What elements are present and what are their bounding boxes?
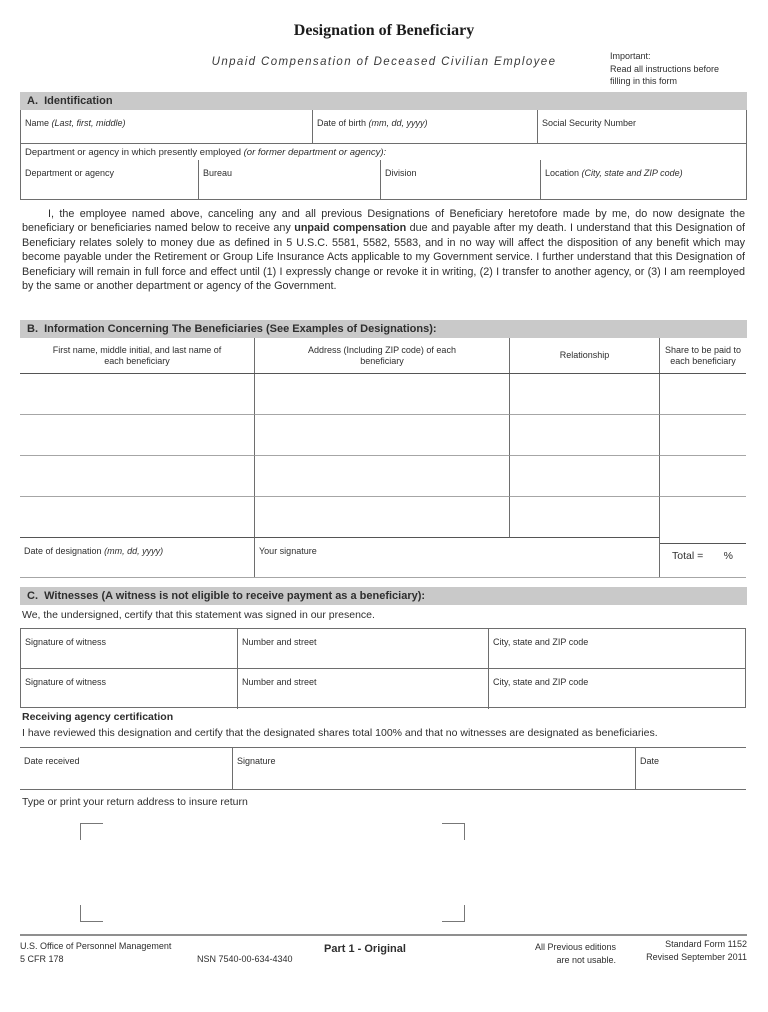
- ssn-field[interactable]: [538, 110, 746, 143]
- total-label: Total =: [672, 550, 704, 562]
- beneficiary-address-cell[interactable]: [255, 456, 510, 497]
- column-header-relationship: Relationship: [510, 338, 660, 373]
- corner-mark-top-right-icon: [442, 823, 465, 840]
- beneficiary-table: [20, 338, 746, 578]
- footer-rule: [20, 934, 747, 936]
- beneficiary-relationship-cell[interactable]: [510, 456, 660, 497]
- date-received-label: Date received: [24, 756, 80, 766]
- beneficiary-row: [20, 456, 746, 497]
- total-cell-top-border: [660, 543, 746, 544]
- your-signature-label: Your signature: [259, 546, 317, 556]
- date-of-designation-field[interactable]: [20, 538, 255, 577]
- beneficiary-share-cell[interactable]: [660, 374, 746, 415]
- date-of-birth-field[interactable]: [313, 110, 538, 143]
- footer-form-id: [620, 938, 747, 964]
- beneficiary-share-cell[interactable]: [660, 497, 746, 538]
- division-label: Division: [385, 168, 417, 178]
- receiving-date-label: Date: [640, 756, 660, 766]
- ssn-label: Social Security Number: [542, 118, 637, 128]
- witness-signature-field[interactable]: [21, 629, 238, 668]
- section-a-header: A. Identification: [20, 92, 747, 110]
- footer-nsn: NSN 7540-00-634-4340: [197, 954, 293, 964]
- department-label: Department or agency: [25, 168, 115, 178]
- date-received-field[interactable]: [20, 748, 233, 789]
- total-labels: [660, 550, 746, 562]
- section-c-header: C. Witnesses (A witness is not eligible to receive payment as a beneficiary):: [20, 587, 747, 605]
- footer-org: U.S. Office of Personnel Management: [20, 941, 172, 951]
- beneficiary-table-header: [20, 338, 746, 374]
- your-signature-field[interactable]: [255, 538, 660, 577]
- employment-label: Department or agency in which presently employed (or former department or agency):: [25, 147, 387, 158]
- location-label: Location (City, state and ZIP code): [545, 168, 683, 178]
- total-share-field[interactable]: [660, 538, 746, 577]
- employment-row: [21, 160, 746, 200]
- beneficiary-name-cell[interactable]: [20, 415, 255, 456]
- beneficiary-address-cell[interactable]: [255, 415, 510, 456]
- footer-editions-line2: are not usable.: [556, 955, 616, 965]
- return-address-area[interactable]: [80, 823, 465, 922]
- receiving-date-field[interactable]: [636, 748, 746, 789]
- percent-label: %: [723, 550, 733, 562]
- date-of-birth-label: Date of birth (mm, dd, yyyy): [317, 118, 428, 128]
- beneficiary-address-cell[interactable]: [255, 497, 510, 538]
- beneficiary-name-cell[interactable]: [20, 374, 255, 415]
- beneficiary-share-cell[interactable]: [660, 415, 746, 456]
- date-of-designation-label: Date of designation (mm, dd, yyyy): [24, 546, 164, 556]
- beneficiary-relationship-cell[interactable]: [510, 374, 660, 415]
- receiving-agency-statement: I have reviewed this designation and certify that the designated shares total 100% and that no witnesses are designated as beneficiaries.: [22, 727, 658, 739]
- declaration-paragraph: I, the employee named above, canceling any and all previous Designations of Beneficiary heretofore made by me, do now designate the beneficiary or beneficiaries named below to receive any unpaid compensation due and payable after my death. I understand that this Designation of Beneficiary relates solely to money due as defined in 5 U.S.C. 5581, 5582, 5583, and in no way will affect the disposition of any benefit which may become payable under the Retirement or Group Life Insurance Acts applicable to my Government service. I further understand that this Designation of Beneficiary will remain in full force and effect until (1) I expressly change or revoke it in writing, (2) I transfer to another agency, or (3) I am reemployed by the same or another department or agency of the Government.: [22, 208, 745, 293]
- department-field[interactable]: [21, 160, 199, 199]
- location-field[interactable]: [541, 160, 746, 199]
- beneficiary-row: [20, 374, 746, 415]
- bureau-field[interactable]: [199, 160, 381, 199]
- form-title: Designation of Beneficiary: [293, 22, 475, 39]
- important-note-line2: Read all instructions before: [610, 63, 720, 74]
- section-b-header: B. Information Concerning The Beneficiaries (See Examples of Designations):: [20, 320, 747, 338]
- beneficiary-name-cell[interactable]: [20, 497, 255, 538]
- beneficiary-share-cell[interactable]: [660, 456, 746, 497]
- important-note: [610, 50, 750, 88]
- division-field[interactable]: [381, 160, 541, 199]
- witness-statement: We, the undersigned, certify that this statement was signed in our presence.: [22, 609, 375, 621]
- footer-editions-note: [520, 941, 616, 967]
- footer-part-label: Part 1 - Original: [324, 943, 406, 955]
- witness-row: [21, 669, 745, 709]
- witness-signature-label: Signature of witness: [25, 677, 107, 687]
- column-header-share: Share to be paid to each beneficiary: [664, 344, 742, 366]
- witness-signature-field[interactable]: [21, 669, 238, 709]
- column-header-address: Address (Including ZIP code) of each beneficiary: [255, 338, 510, 373]
- footer-cfr: 5 CFR 178: [20, 954, 64, 964]
- receiving-agency-heading: Receiving agency certification: [22, 711, 174, 723]
- receiving-signature-field[interactable]: [233, 748, 636, 789]
- bureau-label: Bureau: [203, 168, 233, 178]
- form-subtitle: Unpaid Compensation of Deceased Civilian Employee: [211, 56, 557, 68]
- beneficiary-address-cell[interactable]: [255, 374, 510, 415]
- corner-mark-top-left-icon: [80, 823, 103, 840]
- footer-form-number: Standard Form 1152: [665, 939, 747, 949]
- important-note-line1: Important:: [610, 51, 651, 61]
- return-address-instruction: Type or print your return address to insure return: [22, 796, 248, 808]
- witness-table: [20, 628, 746, 708]
- column-header-name: First name, middle initial, and last name of each beneficiary: [20, 338, 255, 373]
- witness-city-field[interactable]: [489, 629, 745, 668]
- witness-row: [21, 629, 745, 669]
- witness-signature-label: Signature of witness: [25, 637, 107, 647]
- footer-editions-line1: All Previous editions: [534, 942, 616, 952]
- witness-street-field[interactable]: [238, 629, 489, 668]
- receiving-agency-row: [20, 747, 746, 790]
- witness-city-label: City, state and ZIP code: [493, 637, 589, 647]
- witness-street-label: Number and street: [242, 637, 317, 647]
- beneficiary-name-cell[interactable]: [20, 456, 255, 497]
- beneficiary-relationship-cell[interactable]: [510, 415, 660, 456]
- name-label: Name (Last, first, middle): [25, 118, 126, 128]
- corner-mark-bottom-right-icon: [442, 905, 465, 922]
- witness-city-field[interactable]: [489, 669, 745, 709]
- footer-revision: Revised September 2011: [646, 952, 747, 962]
- name-field[interactable]: [21, 110, 313, 143]
- identification-row: [21, 110, 746, 144]
- identification-box: [20, 110, 747, 200]
- important-note-line3: filling in this form: [610, 76, 678, 86]
- receiving-signature-label: Signature: [237, 756, 276, 766]
- corner-mark-bottom-left-icon: [80, 905, 103, 922]
- witness-street-label: Number and street: [242, 677, 317, 687]
- beneficiary-row: [20, 497, 746, 538]
- witness-street-field[interactable]: [238, 669, 489, 709]
- designation-signature-row: [20, 538, 746, 577]
- witness-city-label: City, state and ZIP code: [493, 677, 589, 687]
- beneficiary-relationship-cell[interactable]: [510, 497, 660, 538]
- beneficiary-row: [20, 415, 746, 456]
